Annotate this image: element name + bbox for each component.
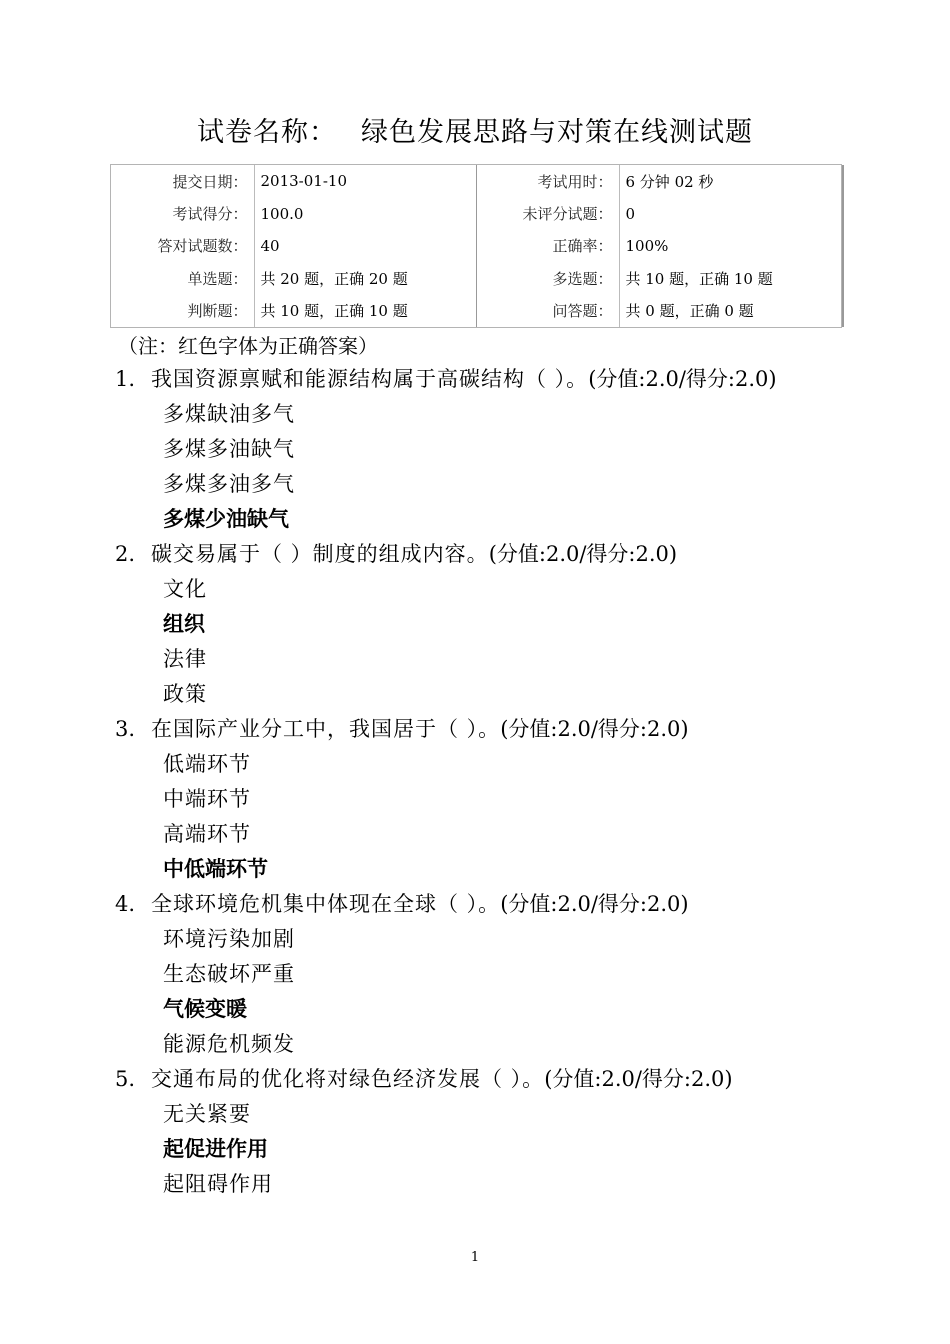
answer-option: 低端环节	[163, 752, 251, 776]
question-number: 5.	[115, 1067, 136, 1091]
summary-label: 答对试题数：	[157, 237, 248, 256]
summary-label: 判断题：	[187, 302, 248, 321]
summary-value: 共 20 题，正确 20 题	[254, 262, 476, 294]
answer-option: 政策	[163, 682, 207, 706]
question-text: 我国资源禀赋和能源结构属于高碳结构（ ）。	[151, 367, 589, 391]
answer-option: 环境污染加剧	[163, 927, 295, 951]
exam-summary-table	[110, 164, 842, 328]
correct-option: 组织	[163, 612, 205, 636]
answer-option: 多煤缺油多气	[163, 402, 295, 426]
answer-option: 法律	[163, 647, 207, 671]
question-text: 在国际产业分工中，我国居于（ ）。	[151, 717, 501, 741]
summary-value: 共 10 题，正确 10 题	[254, 295, 476, 327]
summary-value: 100%	[619, 230, 843, 262]
exam-title	[0, 110, 950, 149]
question-list	[115, 362, 935, 1202]
correct-option: 多煤少油缺气	[163, 507, 289, 531]
question-score: (分值:2.0/得分:2.0)	[588, 367, 777, 391]
question-score: (分值:2.0/得分:2.0)	[544, 1067, 733, 1091]
correct-option: 起促进作用	[163, 1137, 268, 1161]
summary-label: 单选题：	[187, 269, 248, 288]
answer-option: 起阻碍作用	[163, 1172, 273, 1196]
summary-row	[111, 230, 843, 262]
question-score: (分值:2.0/得分:2.0)	[500, 717, 689, 741]
summary-label: 问答题：	[552, 302, 613, 321]
question-number: 3.	[115, 717, 136, 741]
answer-option: 文化	[163, 577, 207, 601]
summary-value: 100.0	[254, 197, 476, 229]
summary-value: 共 0 题，正确 0 题	[619, 295, 843, 327]
question-number: 1.	[115, 367, 136, 391]
summary-value: 40	[254, 230, 476, 262]
summary-label: 考试得分：	[172, 205, 248, 224]
summary-label: 正确率：	[552, 237, 613, 256]
question-item	[115, 1062, 935, 1097]
summary-row	[111, 295, 843, 327]
answer-option: 多煤多油缺气	[163, 437, 295, 461]
question-score: (分值:2.0/得分:2.0)	[500, 892, 689, 916]
exam-title-name: 绿色发展思路与对策在线测试题	[361, 117, 753, 148]
answer-note: （注：红色字体为正确答案）	[118, 334, 378, 358]
summary-value: 6 分钟 02 秒	[619, 165, 843, 197]
summary-label: 考试用时：	[537, 172, 613, 191]
summary-label: 多选题：	[552, 269, 613, 288]
correct-option: 气候变暖	[163, 997, 247, 1021]
correct-option: 中低端环节	[163, 857, 268, 881]
summary-row	[111, 165, 843, 197]
question-text: 全球环境危机集中体现在全球（ ）。	[151, 892, 501, 916]
answer-option: 能源危机频发	[163, 1032, 295, 1056]
question-item	[115, 712, 935, 747]
question-item	[115, 537, 935, 572]
page-number: 1	[470, 1250, 480, 1265]
question-text: 碳交易属于（ ）制度的组成内容。	[151, 542, 489, 566]
summary-label: 未评分试题：	[522, 205, 613, 224]
summary-value: 2013-01-10	[254, 165, 476, 197]
summary-row	[111, 197, 843, 229]
question-score: (分值:2.0/得分:2.0)	[488, 542, 678, 566]
summary-label: 提交日期：	[172, 172, 248, 191]
question-item	[115, 887, 935, 922]
exam-title-label: 试卷名称：	[197, 117, 337, 148]
answer-option: 无关紧要	[163, 1102, 251, 1126]
summary-row	[111, 262, 843, 294]
answer-option: 中端环节	[163, 787, 251, 811]
answer-option: 高端环节	[163, 822, 251, 846]
summary-value: 0	[619, 197, 843, 229]
question-text: 交通布局的优化将对绿色经济发展（ ）。	[151, 1067, 545, 1091]
summary-value: 共 10 题，正确 10 题	[619, 262, 843, 294]
question-item	[115, 362, 935, 397]
answer-option: 生态破坏严重	[163, 962, 295, 986]
question-number: 4.	[115, 892, 136, 916]
question-number: 2.	[115, 542, 136, 566]
answer-option: 多煤多油多气	[163, 472, 295, 496]
